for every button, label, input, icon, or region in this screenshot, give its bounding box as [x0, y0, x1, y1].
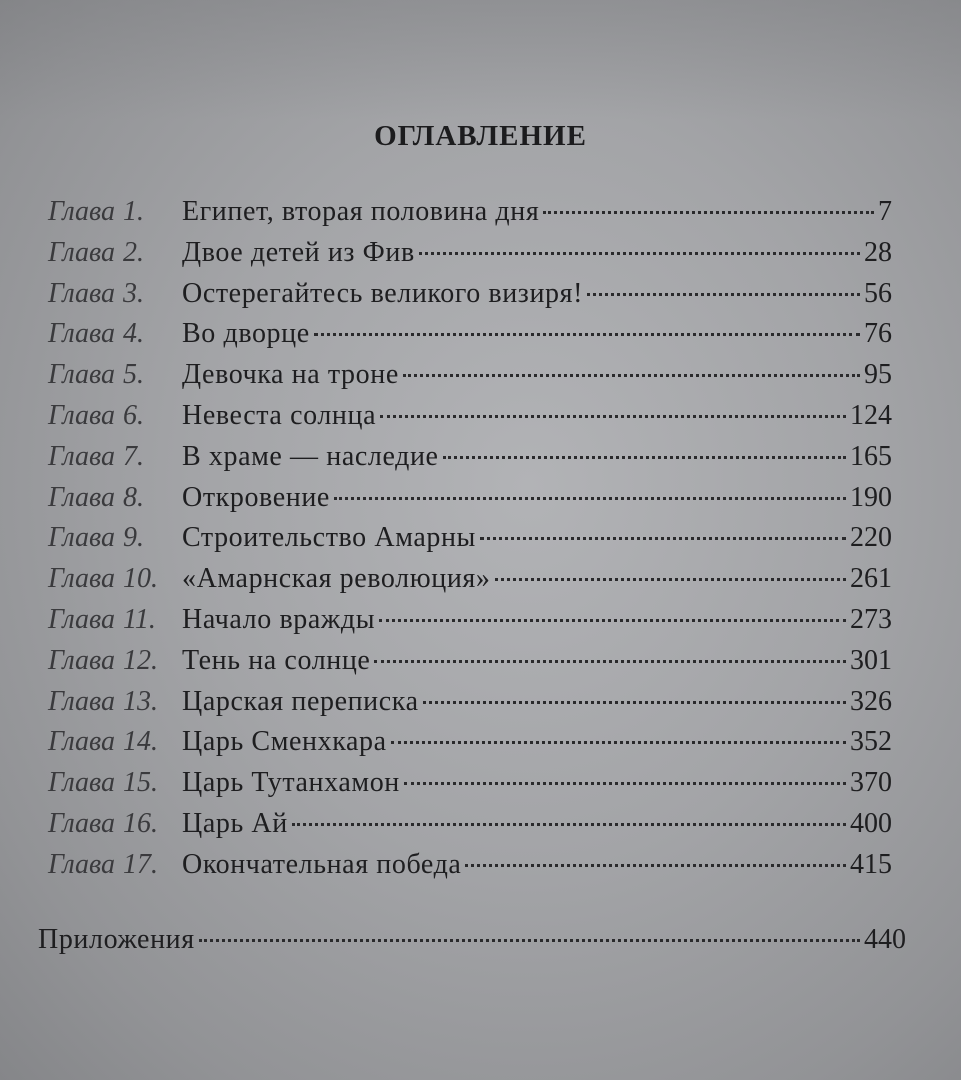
- chapter-label: [48, 196, 178, 228]
- chapter-label: [48, 237, 178, 269]
- toc-entry-appendix: [38, 924, 906, 956]
- dot-leader: [423, 701, 846, 704]
- chapter-title: Строительство Амарны: [182, 522, 476, 554]
- chapter-word: Глава: [48, 522, 115, 554]
- chapter-number: 2.: [122, 236, 144, 268]
- chapter-word: Глава: [48, 644, 115, 676]
- page-number: 440: [864, 924, 906, 955]
- toc-entry: [48, 808, 892, 840]
- dot-leader: [292, 823, 846, 826]
- bleed-through-shadow: [0, 0, 961, 120]
- chapter-title: Египет, вторая половина дня: [182, 196, 540, 227]
- page-number: 56: [864, 277, 892, 309]
- chapter-title: Царь Тутанхамон: [182, 767, 400, 799]
- chapter-title: Остерегайтесь великого визиря!: [182, 277, 584, 309]
- page-number: 370: [850, 767, 892, 799]
- dot-leader: [380, 415, 846, 418]
- page-number: 301: [850, 644, 892, 676]
- chapter-title: В храме — наследие: [182, 440, 439, 472]
- toc-entry: [48, 482, 892, 514]
- chapter-number: 10.: [122, 563, 158, 595]
- toc-entry: [48, 604, 892, 636]
- chapter-label: [48, 563, 178, 595]
- dot-leader: [391, 741, 846, 744]
- chapter-title: Царь Ай: [182, 808, 288, 839]
- toc-entry: [48, 400, 892, 432]
- dot-leader: [314, 333, 860, 336]
- chapter-word: Глава: [48, 848, 115, 880]
- chapter-number: 9.: [122, 522, 144, 554]
- chapter-word: Глава: [48, 196, 115, 227]
- toc-title: ОГЛАВЛЕНИЕ: [374, 120, 587, 152]
- dot-leader: [419, 252, 860, 255]
- chapter-title: Начало вражды: [182, 604, 376, 635]
- chapter-word: Глава: [48, 400, 115, 431]
- chapter-number: 12.: [122, 644, 158, 676]
- toc-entry: [48, 563, 892, 595]
- chapter-number: 1.: [122, 196, 144, 227]
- toc-entry: [48, 849, 892, 881]
- chapter-label: [48, 849, 178, 881]
- chapter-label: [48, 482, 178, 514]
- chapter-word: Глава: [48, 563, 115, 595]
- toc-entry: [48, 278, 892, 310]
- chapter-label: [48, 645, 178, 677]
- chapter-title: Невеста солнца: [182, 400, 377, 431]
- chapter-label: [48, 808, 178, 840]
- toc-entry: [48, 686, 892, 718]
- chapter-number: 13.: [122, 685, 158, 717]
- chapter-title: «Амарнская революция»: [182, 563, 491, 595]
- page-number: 261: [850, 563, 892, 595]
- chapter-number: 16.: [122, 808, 158, 839]
- page-number: 165: [850, 440, 892, 472]
- chapter-word: Глава: [48, 808, 115, 839]
- chapter-number: 3.: [122, 277, 144, 309]
- chapter-label: [48, 318, 178, 350]
- appendix-title: Приложения: [38, 924, 195, 955]
- chapter-label: [48, 441, 178, 473]
- page-number: 326: [850, 685, 892, 717]
- chapter-label: [48, 400, 178, 432]
- chapter-label: [48, 278, 178, 310]
- dot-leader: [495, 578, 846, 581]
- chapter-word: Глава: [48, 726, 115, 758]
- toc-entry: [48, 196, 892, 228]
- chapter-title: Тень на солнце: [182, 644, 371, 676]
- chapter-number: 8.: [122, 481, 144, 513]
- chapter-title: Царь Сменхкара: [182, 726, 387, 758]
- toc-entry: [48, 767, 892, 799]
- chapter-number: 17.: [122, 848, 158, 880]
- toc-entry: [48, 726, 892, 758]
- dot-leader: [379, 619, 846, 622]
- chapter-number: 4.: [122, 318, 144, 350]
- dot-leader: [334, 497, 846, 500]
- page-number: 273: [850, 604, 892, 635]
- chapter-word: Глава: [48, 277, 115, 309]
- dot-leader: [465, 864, 846, 867]
- toc-entry: [48, 441, 892, 473]
- chapter-word: Глава: [48, 604, 115, 635]
- chapter-title: Откровение: [182, 481, 330, 513]
- chapter-number: 5.: [122, 359, 144, 391]
- page-number: 7: [878, 196, 892, 227]
- page-number: 400: [850, 808, 892, 839]
- dot-leader: [403, 374, 860, 377]
- toc-entry: [48, 318, 892, 350]
- chapter-title: Девочка на троне: [182, 359, 399, 391]
- chapter-title: Двое детей из Фив: [182, 236, 415, 268]
- chapter-label: [48, 522, 178, 554]
- chapter-label: [48, 359, 178, 391]
- dot-leader: [404, 782, 846, 785]
- chapter-number: 11.: [122, 604, 156, 635]
- page-number: 352: [850, 726, 892, 758]
- page-number: 124: [850, 400, 892, 431]
- chapter-word: Глава: [48, 318, 115, 350]
- chapter-word: Глава: [48, 440, 115, 472]
- chapter-number: 7.: [122, 440, 144, 472]
- chapter-title: Во дворце: [182, 318, 310, 350]
- chapter-label: [48, 686, 178, 718]
- chapter-label: [48, 767, 178, 799]
- toc-entry: [48, 645, 892, 677]
- dot-leader: [587, 293, 860, 296]
- dot-leader: [374, 660, 846, 663]
- page-number: 190: [850, 481, 892, 513]
- chapter-title: Окончательная победа: [182, 848, 462, 880]
- page-number: 76: [864, 318, 892, 350]
- toc-entry: [48, 237, 892, 269]
- toc-entry: [48, 359, 892, 391]
- dot-leader: [543, 211, 874, 214]
- chapter-number: 6.: [122, 400, 144, 431]
- chapter-word: Глава: [48, 359, 115, 391]
- chapter-word: Глава: [48, 481, 115, 513]
- page-number: 28: [864, 236, 892, 268]
- dot-leader: [480, 537, 846, 540]
- chapter-number: 14.: [122, 726, 158, 758]
- dot-leader: [443, 456, 846, 459]
- chapter-word: Глава: [48, 236, 115, 268]
- chapter-word: Глава: [48, 685, 115, 717]
- chapter-label: [48, 604, 178, 636]
- dot-leader: [199, 939, 860, 942]
- page-number: 220: [850, 522, 892, 554]
- chapter-word: Глава: [48, 767, 115, 799]
- toc-entry: [48, 522, 892, 554]
- chapter-number: 15.: [122, 767, 158, 799]
- chapter-title: Царская переписка: [182, 685, 419, 717]
- page-number: 95: [864, 359, 892, 391]
- page-number: 415: [850, 848, 892, 880]
- chapter-label: [48, 726, 178, 758]
